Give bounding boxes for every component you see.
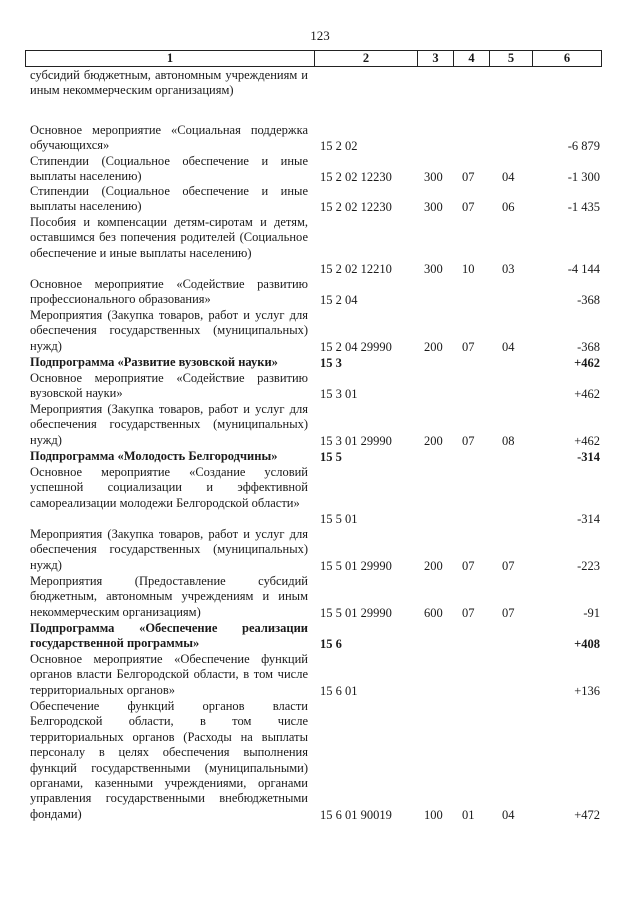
header-col-4: 4	[454, 51, 490, 67]
row-expense-type: 300	[424, 262, 443, 276]
row-description: Стипендии (Социальное обеспечение и иные выплаты населению)	[30, 154, 308, 184]
row-code: 15 2 02 12230	[320, 200, 392, 214]
table-row-subprogram	[0, 621, 640, 652]
table-row	[0, 699, 640, 823]
row-code: 15 5 01 29990	[320, 559, 392, 573]
row-description: Основное мероприятие «Обеспечение функций органов власти Белгородской области, в том числе территориальных органов»	[30, 652, 308, 697]
row-description: Обеспечение функций органов власти Белгородской области, в том числе территориальных органов (Расходы на выплаты персоналу в целях обеспечения выполнения функций государственными (муниципальными) органами, казенными учреждениями, органами управления государственными внебюджетными фондами)	[30, 699, 308, 821]
row-code: 15 5	[320, 450, 342, 464]
table-row-subprogram	[0, 355, 640, 371]
row-amount: -314	[577, 512, 600, 526]
row-description: Мероприятия (Закупка товаров, работ и услуг для обеспечения государственных (муниципальных) нужд)	[30, 308, 308, 353]
row-description: субсидий бюджетным, автономным учреждениям и иным некоммерческим организациям)	[30, 68, 308, 98]
row-description: Основное мероприятие «Содействие развитию профессионального образования»	[30, 277, 308, 307]
row-code: 15 3 01 29990	[320, 434, 392, 448]
row-amount: +462	[574, 356, 600, 370]
row-expense-type: 200	[424, 434, 443, 448]
row-amount: +462	[574, 434, 600, 448]
row-description: Подпрограмма «Молодость Белгородчины»	[30, 449, 278, 463]
page-number: 123	[310, 28, 330, 43]
table-row	[0, 215, 640, 277]
table-row	[0, 277, 640, 308]
row-description: Мероприятия (Закупка товаров, работ и услуг для обеспечения государственных (муниципальных) нужд)	[30, 402, 308, 447]
row-subsection: 04	[502, 808, 515, 822]
row-description: Основное мероприятие «Содействие развитию вузовской науки»	[30, 371, 308, 401]
table-row	[0, 154, 640, 185]
row-subsection: 04	[502, 340, 515, 354]
row-section: 07	[462, 606, 475, 620]
row-subsection: 07	[502, 606, 515, 620]
row-amount: -1 435	[567, 200, 600, 214]
row-amount: +408	[574, 637, 600, 651]
row-code: 15 6 01	[320, 684, 358, 698]
row-section: 07	[462, 434, 475, 448]
table-row	[0, 527, 640, 574]
row-code: 15 3 01	[320, 387, 358, 401]
table-row	[0, 184, 640, 215]
row-expense-type: 600	[424, 606, 443, 620]
row-expense-type: 200	[424, 340, 443, 354]
row-subsection: 07	[502, 559, 515, 573]
row-amount: -368	[577, 293, 600, 307]
row-code: 15 6	[320, 637, 342, 651]
row-subsection: 03	[502, 262, 515, 276]
row-code: 15 2 02 12210	[320, 262, 392, 276]
row-amount: +136	[574, 684, 600, 698]
row-expense-type: 300	[424, 170, 443, 184]
row-description: Стипендии (Социальное обеспечение и иные выплаты населению)	[30, 184, 308, 214]
row-code: 15 5 01	[320, 512, 358, 526]
row-description: Мероприятия (Закупка товаров, работ и услуг для обеспечения государственных (муниципальных) нужд)	[30, 527, 308, 572]
row-description: Основное мероприятие «Создание условий успешной социализации и эффективной самореализации молодежи Белгородской области»	[30, 465, 308, 510]
table-row	[0, 574, 640, 621]
header-col-5: 5	[490, 51, 533, 67]
row-code: 15 2 04	[320, 293, 358, 307]
table-row	[0, 123, 640, 154]
table-row	[0, 308, 640, 355]
header-col-3: 3	[418, 51, 454, 67]
row-section: 07	[462, 559, 475, 573]
row-description: Подпрограмма «Обеспечение реализации государственной программы»	[30, 621, 308, 651]
row-amount: -368	[577, 340, 600, 354]
table-row	[0, 402, 640, 449]
header-col-1: 1	[26, 51, 315, 67]
row-description: Подпрограмма «Развитие вузовской науки»	[30, 355, 278, 369]
header-col-2: 2	[315, 51, 418, 67]
table-row	[0, 465, 640, 527]
row-amount: +472	[574, 808, 600, 822]
row-subsection: 08	[502, 434, 515, 448]
row-section: 07	[462, 200, 475, 214]
row-amount: -91	[583, 606, 600, 620]
table-row	[0, 371, 640, 402]
row-amount: -314	[577, 450, 600, 464]
row-expense-type: 300	[424, 200, 443, 214]
table-row	[0, 68, 640, 115]
row-description: Мероприятия (Предоставление субсидий бюджетным, автономным учреждениям и иным некоммерческим организациям)	[30, 574, 308, 619]
header-col-6: 6	[533, 51, 602, 67]
row-amount: -6 879	[567, 139, 600, 153]
table-row	[0, 652, 640, 699]
row-section: 01	[462, 808, 475, 822]
row-code: 15 5 01 29990	[320, 606, 392, 620]
table-row-subprogram	[0, 449, 640, 465]
row-code: 15 2 02	[320, 139, 358, 153]
row-expense-type: 200	[424, 559, 443, 573]
row-expense-type: 100	[424, 808, 443, 822]
row-description: Пособия и компенсации детям-сиротам и детям, оставшимся без попечения родителей (Социальное обеспечение и иные выплаты населению)	[30, 215, 308, 260]
row-code: 15 6 01 90019	[320, 808, 392, 822]
row-section: 07	[462, 170, 475, 184]
row-amount: +462	[574, 387, 600, 401]
row-amount: -4 144	[567, 262, 600, 276]
row-code: 15 2 04 29990	[320, 340, 392, 354]
row-subsection: 04	[502, 170, 515, 184]
row-code: 15 3	[320, 356, 342, 370]
row-section: 07	[462, 340, 475, 354]
row-description: Основное мероприятие «Социальная поддержка обучающихся»	[30, 123, 308, 153]
row-amount: -1 300	[567, 170, 600, 184]
row-amount: -223	[577, 559, 600, 573]
row-section: 10	[462, 262, 475, 276]
row-subsection: 06	[502, 200, 515, 214]
row-code: 15 2 02 12230	[320, 170, 392, 184]
